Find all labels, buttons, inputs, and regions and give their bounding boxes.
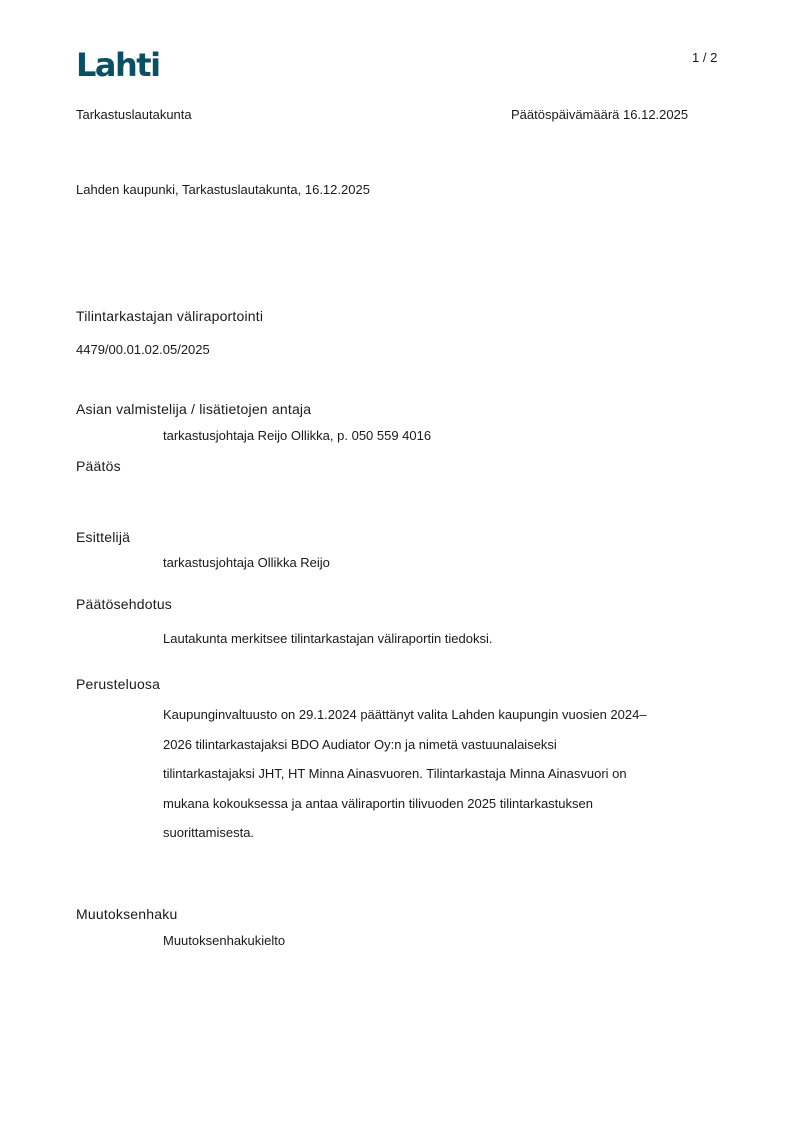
appeal-value: Muutoksenhakukielto bbox=[163, 933, 286, 948]
organ-name: Tarkastuslautakunta bbox=[76, 107, 192, 122]
rationale-heading: Perusteluosa bbox=[76, 676, 161, 692]
appeal-heading: Muutoksenhaku bbox=[76, 906, 178, 922]
decision-date: Päätöspäivämäärä 16.12.2025 bbox=[511, 107, 689, 122]
case-number: 4479/00.01.02.05/2025 bbox=[76, 342, 210, 357]
preparer-value: tarkastusjohtaja Reijo Ollikka, p. 050 559 4016 bbox=[163, 428, 432, 443]
page-number: 1 / 2 bbox=[692, 50, 718, 65]
rationale-paragraph bbox=[163, 700, 723, 848]
rationale-line: suorittamisesta. bbox=[163, 825, 255, 841]
decision-heading: Päätös bbox=[76, 458, 121, 474]
presenter-heading: Esittelijä bbox=[76, 529, 131, 545]
rationale-line: 2026 tilintarkastajaksi BDO Audiator Oy:n ja nimetä vastuunalaiseksi bbox=[163, 736, 557, 752]
proposal-heading: Päätösehdotus bbox=[76, 596, 173, 612]
rationale-line: tilintarkastajaksi JHT, HT Minna Ainasvuoren. Tilintarkastaja Minna Ainasvuori on bbox=[163, 766, 627, 782]
meeting-line: Lahden kaupunki, Tarkastuslautakunta, 16.12.2025 bbox=[76, 182, 370, 197]
item-title: Tilintarkastajan väliraportointi bbox=[76, 308, 264, 324]
lahti-logo: Lahti bbox=[76, 46, 160, 84]
preparer-heading: Asian valmistelija / lisätietojen antaja bbox=[76, 401, 312, 417]
rationale-line: Kaupunginvaltuusto on 29.1.2024 päättänyt valita Lahden kaupungin vuosien 2024– bbox=[163, 707, 647, 722]
rationale-line: mukana kokouksessa ja antaa väliraportin tilivuoden 2025 tilintarkastuksen bbox=[163, 795, 593, 811]
presenter-value: tarkastusjohtaja Ollikka Reijo bbox=[163, 555, 330, 570]
proposal-value: Lautakunta merkitsee tilintarkastajan väliraportin tiedoksi. bbox=[163, 631, 493, 646]
